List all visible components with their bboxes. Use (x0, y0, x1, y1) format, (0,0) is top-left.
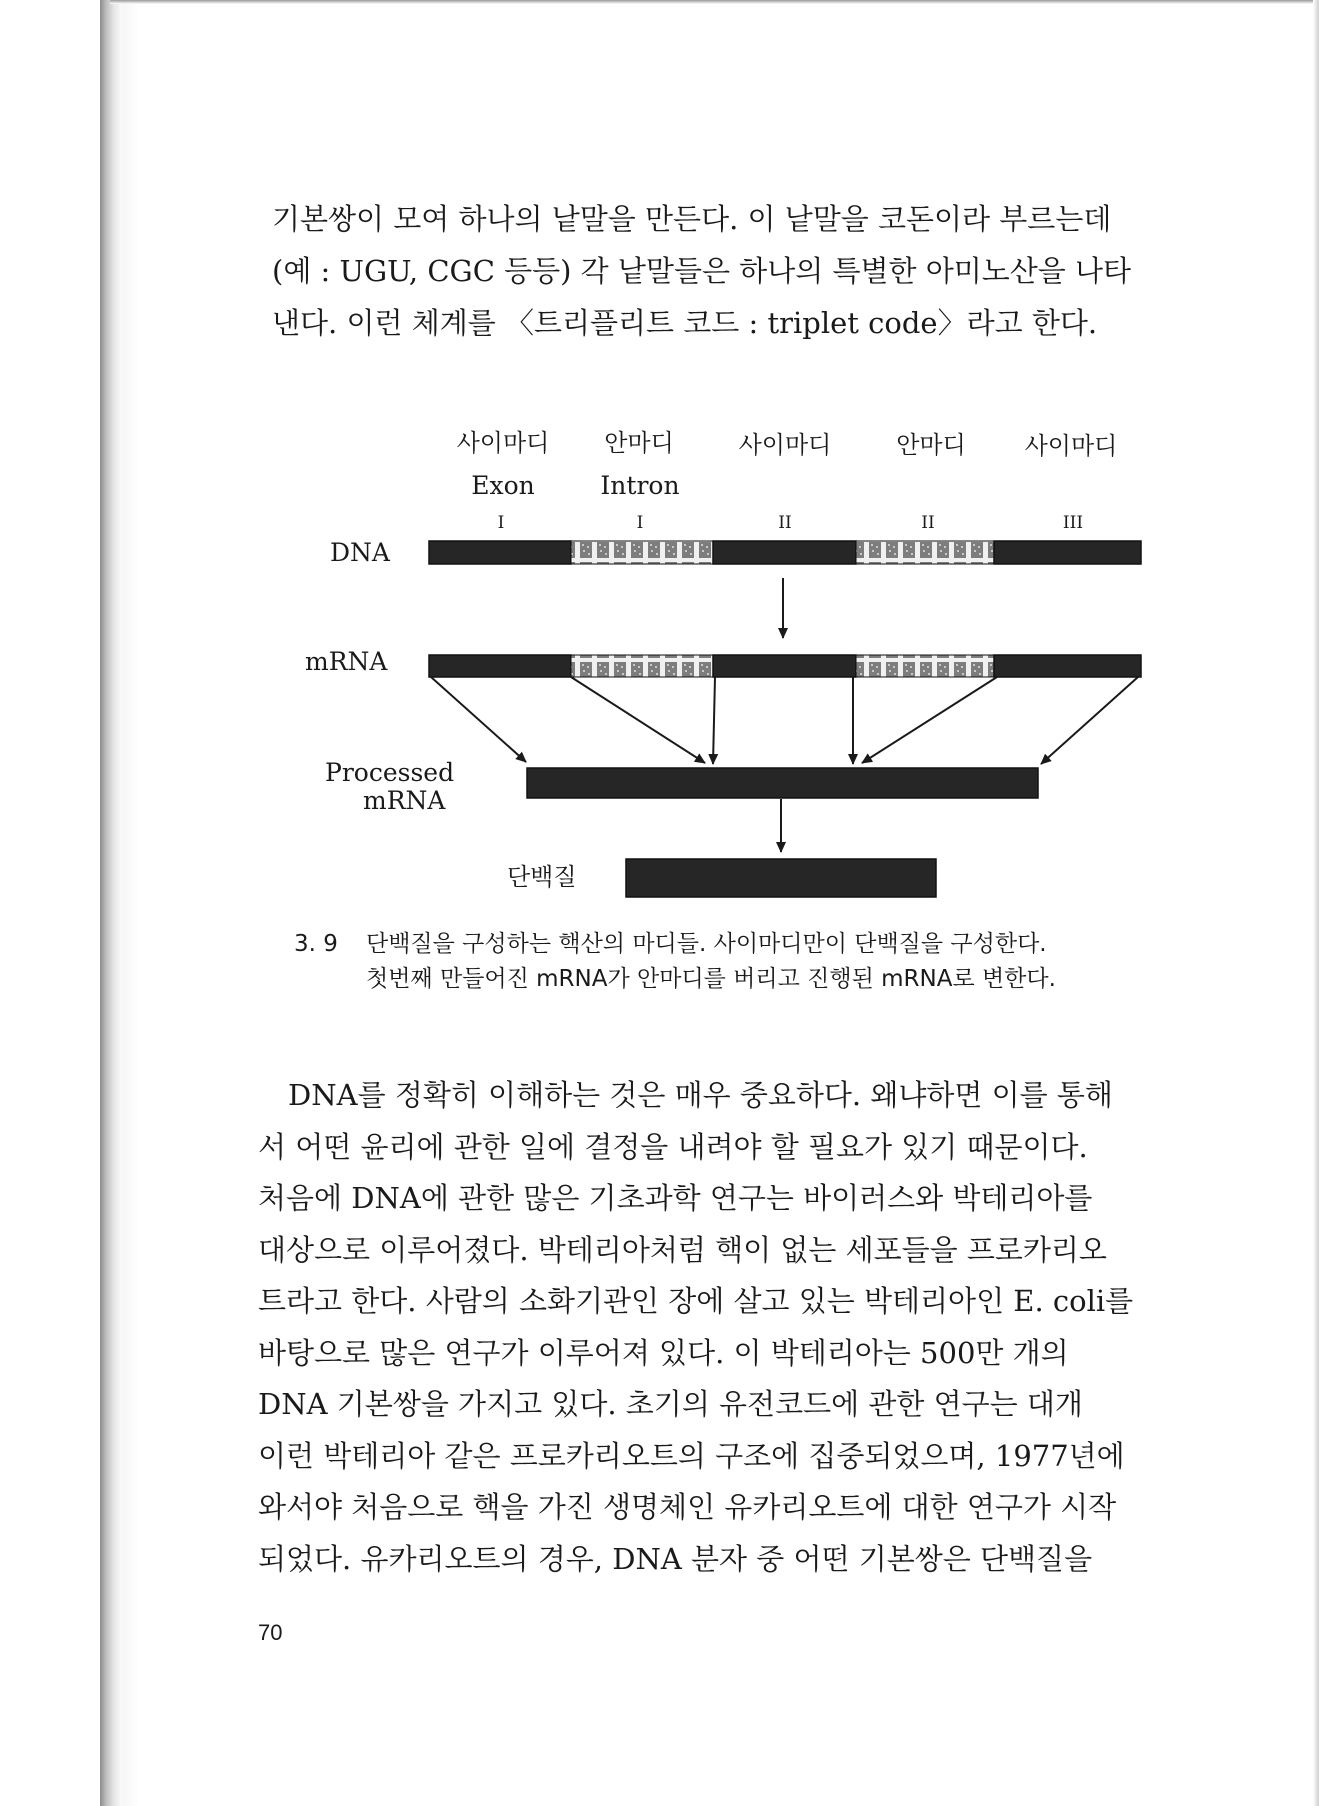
dna-exon-3 (994, 541, 1141, 564)
text-line: 트라고 한다. 사람의 소화기관인 장에 살고 있는 박테리아인 E. coli를 (258, 1284, 1134, 1318)
mrna-intron-2 (856, 655, 994, 677)
text-line: DNA 기본쌍을 가지고 있다. 초기의 유전코드에 관한 연구는 대개 (258, 1387, 1083, 1421)
splice-arrow (431, 677, 526, 762)
row-label-dna: DNA (330, 538, 390, 567)
column-sublabel-exon: Exon (471, 471, 535, 500)
text-line (258, 1070, 1176, 1122)
text-line: 대상으로 이루어졌다. 박테리아처럼 핵이 없는 세포들을 프로카리오 (258, 1232, 1107, 1267)
dna-exon-2 (713, 541, 856, 564)
caption-line-1 (294, 927, 1194, 962)
column-label-intron-2: 안마디 (896, 431, 966, 459)
splice-arrow (571, 677, 705, 763)
mrna-exon-1 (429, 655, 571, 677)
column-label-exon-1: 사이마디 (456, 429, 550, 457)
text-line: 바탕으로 많은 연구가 이루어져 있다. 이 박테리아는 500만 개의 (258, 1335, 1069, 1370)
column-numeral: II (778, 513, 792, 533)
dna-intron-1 (571, 541, 713, 564)
column-numeral: III (1062, 513, 1084, 533)
column-label-exon-2: 사이마디 (738, 431, 832, 459)
paragraph-bottom (258, 1070, 1176, 1585)
row-label-processed-mrna: mRNA (363, 786, 446, 815)
text-line-content: DNA를 정확히 이해하는 것은 매우 중요하다. 왜냐하면 이를 통해 (288, 1078, 1113, 1112)
protein-bar (626, 859, 936, 897)
column-label-intron-1: 안마디 (604, 429, 674, 457)
mrna-exon-3 (994, 655, 1141, 677)
splice-arrow (1041, 677, 1138, 764)
text-line: 와서야 처음으로 핵을 가진 생명체인 유카리오트에 대한 연구가 시작 (258, 1490, 1117, 1524)
dna-exon-1 (429, 541, 571, 564)
mrna-intron-1 (571, 655, 713, 677)
processed-mrna-bar (527, 768, 1038, 798)
row-label-protein: 단백질 (507, 863, 577, 891)
text-line: 기본쌍이 모여 하나의 낱말을 만든다. 이 낱말을 코돈이라 부르는데 (272, 202, 1112, 236)
column-numeral: I (636, 513, 644, 533)
row-label-mrna: mRNA (305, 647, 388, 676)
dna-intron-2 (856, 541, 994, 564)
mrna-strand (429, 655, 1141, 677)
caption-text-1: 단백질을 구성하는 핵산의 마디들. 사이마디만이 단백질을 구성한다. (366, 931, 1047, 957)
text-line: 낸다. 이런 체계를 〈트리플리트 코드 : triplet code〉라고 한다. (272, 306, 1098, 340)
column-sublabel-intron: Intron (600, 471, 680, 500)
caption-line-2: 첫번째 만들어진 mRNA가 안마디를 버리고 진행된 mRNA로 변한다. (366, 966, 1056, 992)
figure-caption (294, 927, 1194, 997)
page-number: 70 (258, 1620, 283, 1645)
text-line: 되었다. 유카리오트의 경우, DNA 분자 중 어떤 기본쌍은 단백질을 (258, 1541, 1093, 1576)
splice-arrow (713, 677, 715, 764)
splice-arrow (862, 677, 997, 763)
dna-strand (429, 541, 1141, 564)
caption-number: 3. 9 (294, 931, 338, 957)
text-line: 이런 박테리아 같은 프로카리오트의 구조에 집중되었으며, 1977년에 (258, 1438, 1125, 1473)
column-label-exon-3: 사이마디 (1024, 432, 1118, 460)
row-label-processed: Processed (325, 758, 455, 787)
text-line: 처음에 DNA에 관한 많은 기초과학 연구는 바이러스와 박테리아를 (258, 1181, 1093, 1215)
column-numeral: I (497, 513, 505, 533)
text-line: 서 어떤 윤리에 관한 일에 결정을 내려야 할 필요가 있기 때문이다. (258, 1129, 1088, 1164)
text-line: (예 : UGU, CGC 등등) 각 낱말들은 하나의 특별한 아미노산을 나타 (272, 254, 1132, 288)
mrna-exon-2 (713, 655, 856, 677)
column-numeral: II (921, 513, 935, 533)
